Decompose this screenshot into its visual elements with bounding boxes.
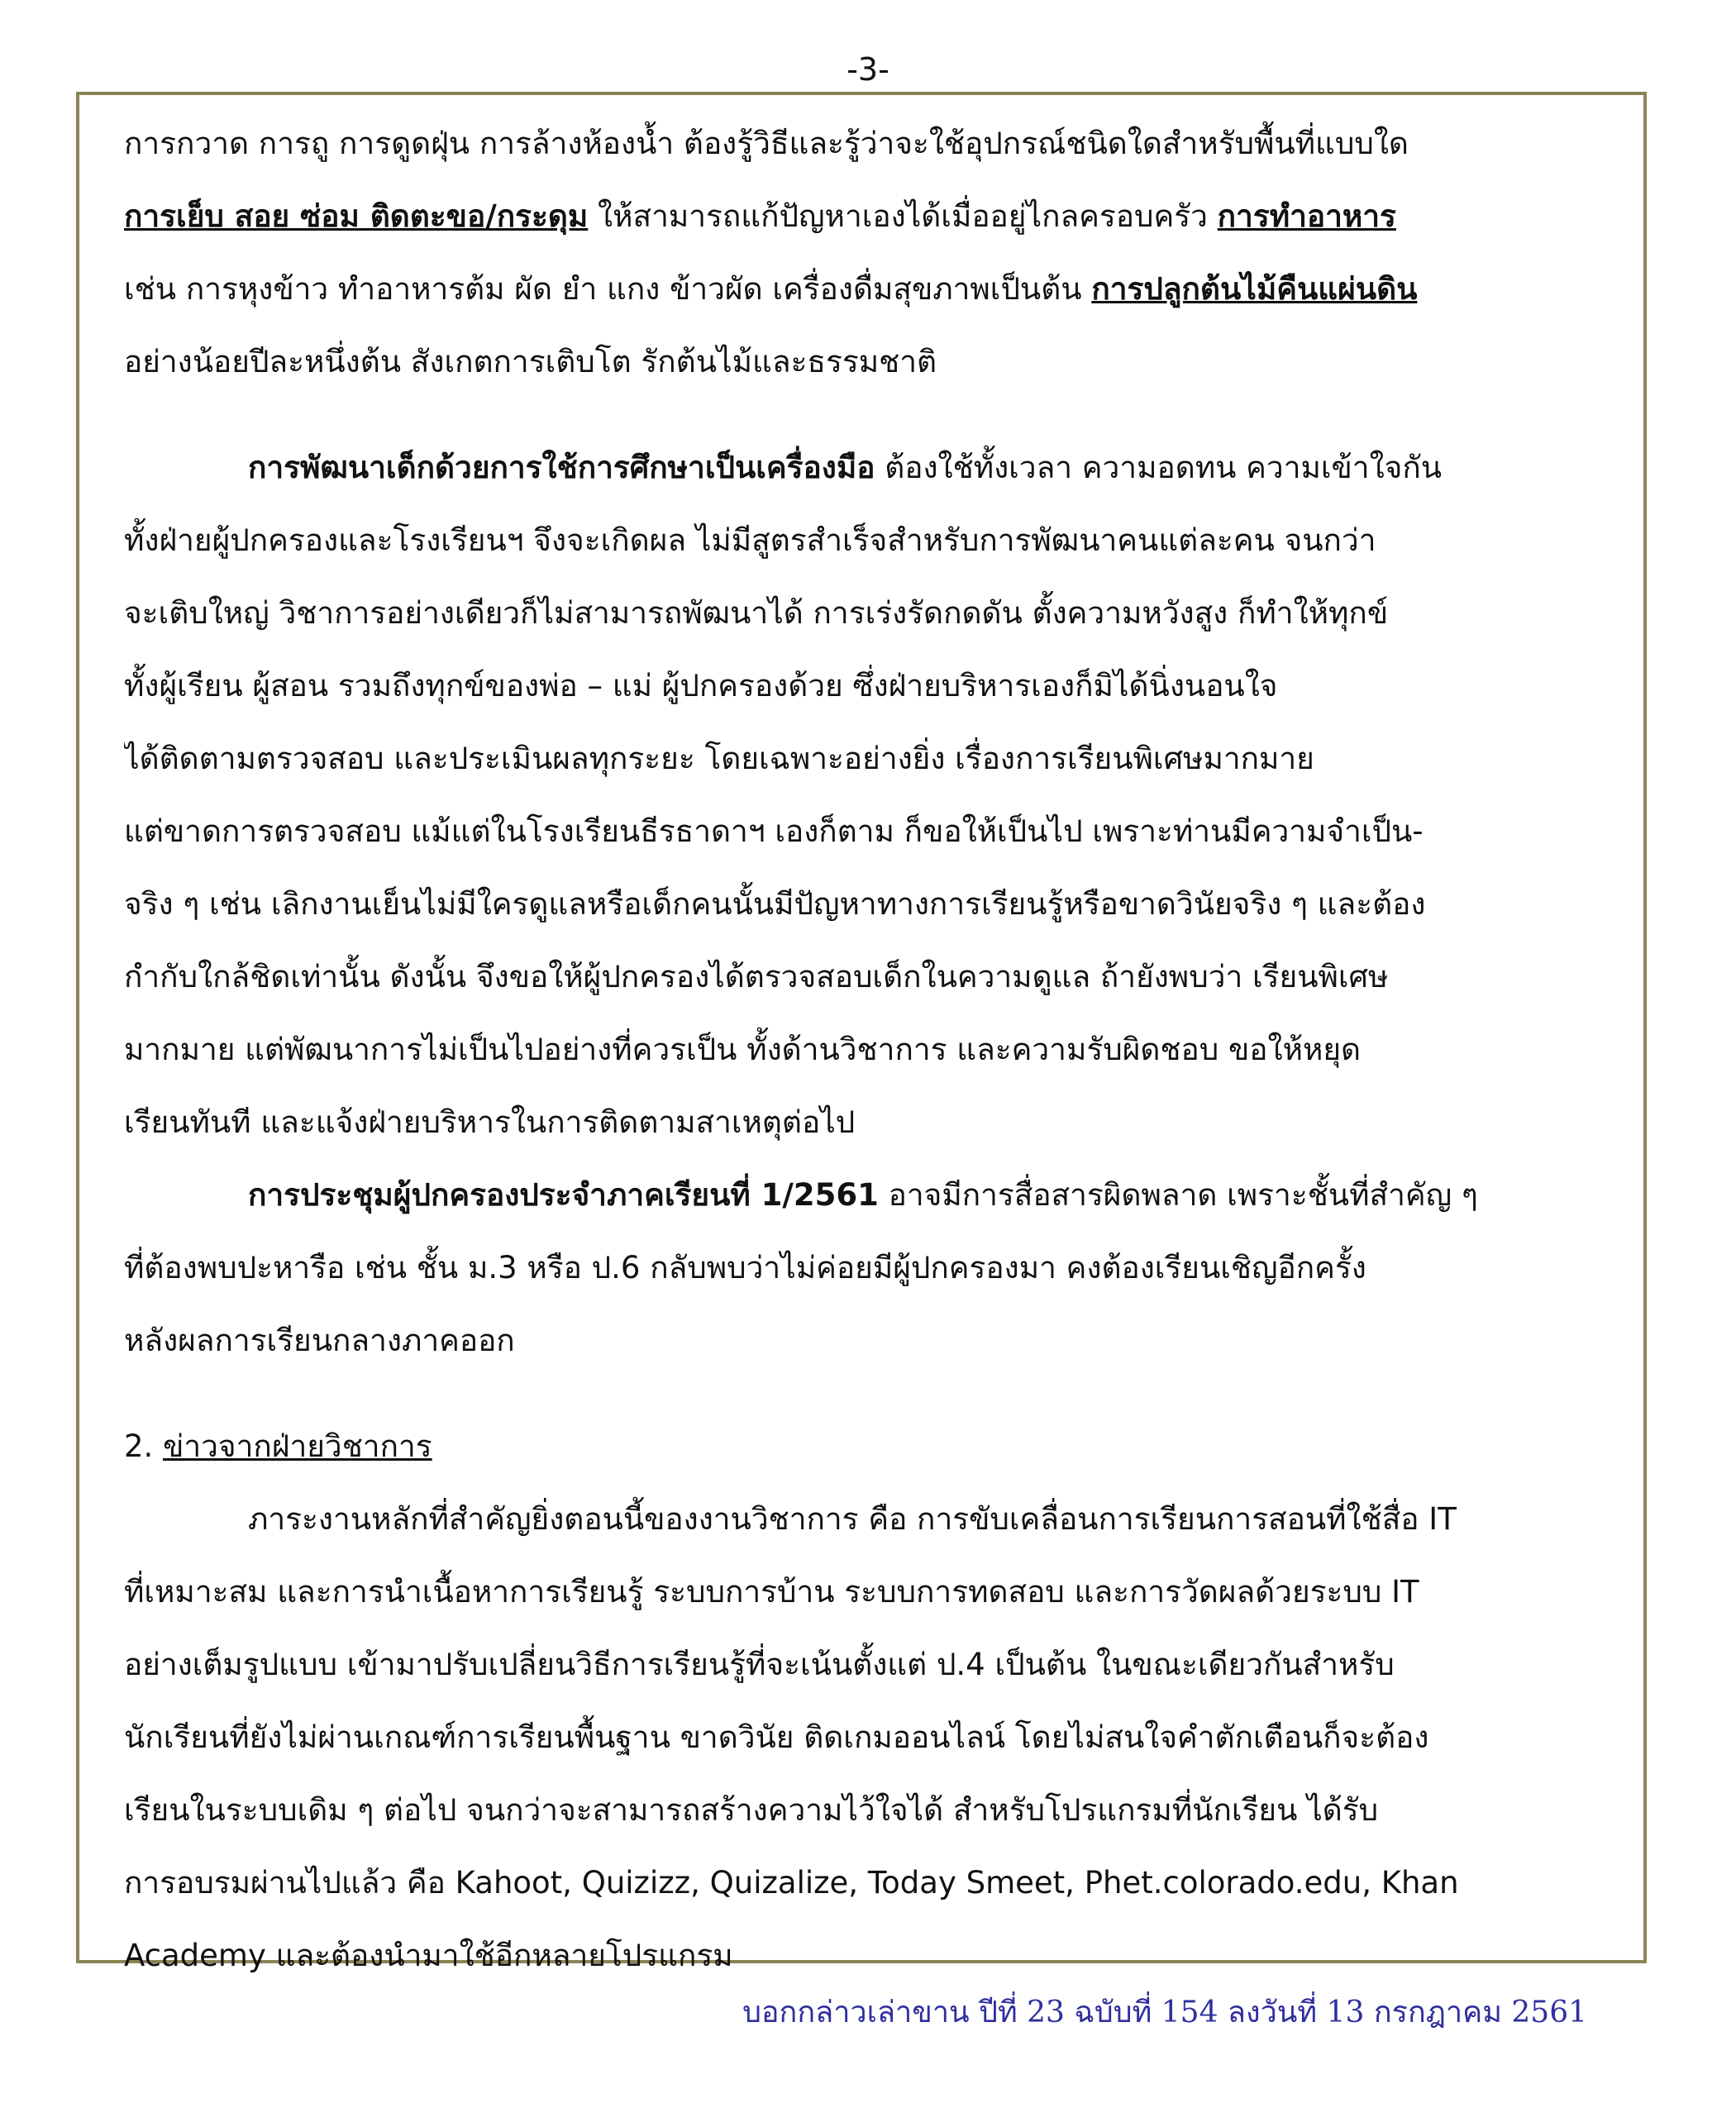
paragraph-line <box>124 253 1587 326</box>
underlined-topic: การเย็บ สอย ซ่อม ติดตะขอ/กระดุม <box>124 198 589 234</box>
paragraph-line: Academy และต้องนำมาใช้อีกหลายโปรแกรม <box>124 1938 733 1973</box>
paragraph-line: เรียนในระบบเดิม ๆ ต่อไป จนกว่าจะสามารถสร้างความไว้ใจได้ สำหรับโปรแกรมที่นักเรียน ได้รับ <box>124 1792 1379 1828</box>
page-number: -3- <box>847 51 889 88</box>
underlined-topic: การปลูกต้นไม้คืนแผ่นดิน <box>1091 271 1418 307</box>
section-number: 2. <box>124 1428 164 1464</box>
section-title: ข่าวจากฝ่ายวิชาการ <box>163 1428 432 1464</box>
text-run: ต้องใช้ทั้งเวลา ความอดทน ความเข้าใจกัน <box>875 450 1443 485</box>
paragraph-line: จะเติบใหญ่ วิชาการอย่างเดียวก็ไม่สามารถพัฒนาได้ การเร่งรัดกดดัน ตั้งความหวังสูง ก็ทำให้ทุกข์ <box>124 595 1389 631</box>
paragraph-line: อย่างเต็มรูปแบบ เข้ามาปรับเปลี่ยนวิธีการเรียนรู้ที่จะเน้นตั้งแต่ ป.4 เป็นต้น ในขณะเดียวกันสำหรับ <box>124 1647 1395 1682</box>
paragraph-line: นักเรียนที่ยังไม่ผ่านเกณฑ์การเรียนพื้นฐาน ขาดวินัย ติดเกมออนไลน์ โดยไม่สนใจคำตักเตือนก็จะต้อง <box>124 1719 1429 1755</box>
paragraph-line: อย่างน้อยปีละหนึ่งต้น สังเกตการเติบโต รักต้นไม้และธรรมชาติ <box>124 344 937 379</box>
paragraph-line: หลังผลการเรียนกลางภาคออก <box>124 1323 515 1358</box>
bold-topic: การประชุมผู้ปกครองประจำภาคเรียนที่ 1/2561 <box>248 1177 879 1213</box>
paragraph-line: ได้ติดตามตรวจสอบ และประเมินผลทุกระยะ โดยเฉพาะอย่างยิ่ง เรื่องการเรียนพิเศษมากมาย <box>124 741 1314 776</box>
paragraph-line: เรียนทันที และแจ้งฝ่ายบริหารในการติดตามสาเหตุต่อไป <box>124 1104 856 1140</box>
paragraph-line: ที่ต้องพบปะหารือ เช่น ชั้น ม.3 หรือ ป.6 กลับพบว่าไม่ค่อยมีผู้ปกครองมา คงต้องเรียนเชิญอีกครั้ง <box>124 1250 1366 1285</box>
paragraph-line: ภาระงานหลักที่สำคัญยิ่งตอนนี้ของงานวิชาการ คือ การขับเคลื่อนการเรียนการสอนที่ใช้สื่อ IT <box>248 1501 1457 1537</box>
paragraph-line: ทั้งผู้เรียน ผู้สอน รวมถึงทุกข์ของพ่อ – แม่ ผู้ปกครองด้วย ซึ่งฝ่ายบริหารเองก็มิได้นิ่งนอนใจ <box>124 668 1278 703</box>
paragraph-line: กำกับใกล้ชิดเท่านั้น ดังนั้น จึงขอให้ผู้ปกครองได้ตรวจสอบเด็กในความดูแล ถ้ายังพบว่า เรียนพิเศษ <box>124 959 1389 994</box>
document-body <box>124 107 1587 1992</box>
paragraph-line <box>124 180 1587 253</box>
paragraph-line: การอบรมผ่านไปแล้ว คือ Kahoot, Quizizz, Quizalize, Today Smeet, Phet.colorado.edu, Khan <box>124 1865 1459 1901</box>
text-run: อาจมีการสื่อสารผิดพลาด เพราะชั้นที่สำคัญ ๆ <box>878 1177 1478 1213</box>
paragraph-line <box>124 1159 1587 1232</box>
paragraph-line: การกวาด การถู การดูดฝุ่น การล้างห้องน้ำ ต้องรู้วิธีและรู้ว่าจะใช้อุปกรณ์ชนิดใดสำหรับพื้นที่แบบใด <box>124 126 1409 161</box>
paragraph-line: มากมาย แต่พัฒนาการไม่เป็นไปอย่างที่ควรเป็น ทั้งด้านวิชาการ และความรับผิดชอบ ขอให้หยุด <box>124 1032 1362 1067</box>
section-heading <box>124 1410 1587 1483</box>
underlined-topic: การทำอาหาร <box>1217 198 1396 234</box>
paragraph-line: จริง ๆ เช่น เลิกงานเย็นไม่มีใครดูแลหรือเด็กคนนั้นมีปัญหาทางการเรียนรู้หรือขาดวินัยจริง ๆ และต้อง <box>124 886 1426 922</box>
paragraph-gap <box>124 1377 1587 1410</box>
text-run: ให้สามารถแก้ปัญหาเองได้เมื่ออยู่ไกลครอบครัว <box>588 198 1218 234</box>
paragraph-line <box>124 432 1587 504</box>
paragraph-line: ที่เหมาะสม และการนำเนื้อหาการเรียนรู้ ระบบการบ้าน ระบบการทดสอบ และการวัดผลด้วยระบบ IT <box>124 1574 1419 1610</box>
paragraph-gap <box>124 398 1587 432</box>
newsletter-footer: บอกกล่าวเล่าขาน ปีที่ 23 ฉบับที่ 154 ลงวันที่ 13 กรกฎาคม 2561 <box>742 1996 1587 2029</box>
paragraph-line: แต่ขาดการตรวจสอบ แม้แต่ในโรงเรียนธีรธาดาฯ เองก็ตาม ก็ขอให้เป็นไป เพราะท่านมีความจำเป็น- <box>124 813 1424 849</box>
paragraph-line: ทั้งฝ่ายผู้ปกครองและโรงเรียนฯ จึงจะเกิดผล ไม่มีสูตรสำเร็จสำหรับการพัฒนาคนแต่ละคน จนกว่า <box>124 522 1376 558</box>
text-run: เช่น การหุงข้าว ทำอาหารต้ม ผัด ยำ แกง ข้าวผัด เครื่องดื่มสุขภาพเป็นต้น <box>124 271 1092 307</box>
bold-topic: การพัฒนาเด็กด้วยการใช้การศึกษาเป็นเครื่องมือ <box>248 450 875 485</box>
